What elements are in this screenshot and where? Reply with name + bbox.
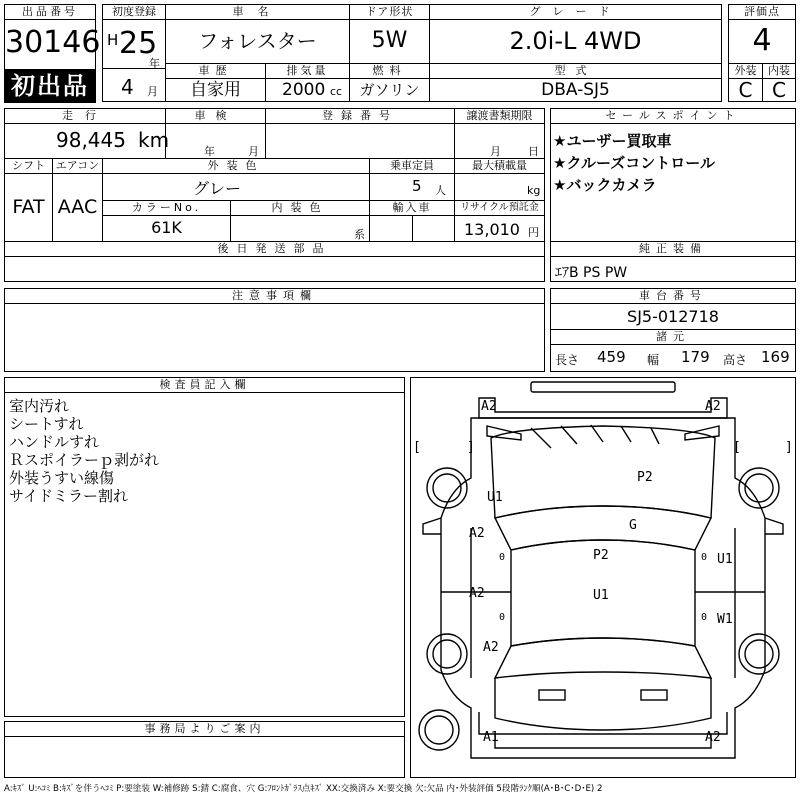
chassis-box bbox=[550, 288, 796, 372]
notes-label: 注意事項欄 bbox=[4, 288, 545, 304]
sales-point-1: ★ユーザー買取車 bbox=[553, 132, 672, 150]
exterior-label: 外装 bbox=[728, 63, 763, 79]
grade-box bbox=[429, 4, 722, 64]
interior-label: 内装 bbox=[762, 63, 796, 79]
mark-front-right: A2 bbox=[705, 399, 721, 414]
mark-left-front-door: A2 bbox=[469, 526, 485, 541]
model-box bbox=[429, 63, 722, 102]
car-history: 自家用 bbox=[190, 80, 241, 100]
mark-zero-lf: 0 bbox=[499, 552, 506, 563]
fuel: ガソリン bbox=[359, 81, 420, 99]
shift-label: シフト bbox=[4, 158, 53, 174]
mileage-label: 走行 bbox=[4, 108, 166, 124]
dimensions-label: 諸元 bbox=[550, 329, 796, 345]
mark-zero-rf: 0 bbox=[701, 552, 708, 563]
fuel-box bbox=[349, 63, 430, 102]
mark-roof-rear: U1 bbox=[593, 588, 609, 603]
shift: FAT bbox=[12, 196, 45, 218]
month-unit: 月 bbox=[147, 85, 158, 98]
recycle-deposit: 13,010 bbox=[464, 220, 520, 239]
aircon-label: エアコン bbox=[52, 158, 103, 174]
car-name-label: 車名 bbox=[165, 4, 350, 20]
year-unit: 年 bbox=[149, 57, 160, 70]
grade-label: グレード bbox=[429, 4, 722, 20]
length-label: 長さ bbox=[555, 353, 580, 367]
registration-number-label: 登録番号 bbox=[265, 108, 455, 124]
import-label: 輸入車 bbox=[369, 200, 455, 216]
displacement-unit: cc bbox=[330, 85, 343, 98]
mark-right-rear-door: W1 bbox=[717, 612, 733, 627]
recycle-unit: 円 bbox=[528, 226, 539, 239]
displacement-box bbox=[265, 63, 350, 102]
mark-rear-left: A1 bbox=[483, 730, 499, 745]
mark-left-rear-door: A2 bbox=[469, 586, 485, 601]
car-history-box bbox=[165, 63, 266, 102]
exterior-grade: C bbox=[738, 78, 753, 102]
mark-roof: P2 bbox=[593, 548, 609, 563]
fuel-label: 燃料 bbox=[349, 63, 430, 79]
height: 169 bbox=[761, 348, 790, 366]
mark-left-rear-quarter: A2 bbox=[483, 640, 499, 655]
era-letter: H bbox=[107, 31, 119, 49]
mark-windshield: G bbox=[629, 518, 637, 533]
chassis-number-label: 車台番号 bbox=[550, 288, 796, 304]
mark-rear-right: A2 bbox=[705, 730, 721, 745]
car-outline-icon bbox=[411, 378, 795, 777]
mark-bracket-right-open: [ bbox=[733, 440, 741, 455]
first-registration-month: 4 bbox=[121, 75, 134, 99]
sales-point-2: ★クルーズコントロール bbox=[553, 154, 715, 172]
door-label: ドア形状 bbox=[349, 4, 430, 20]
mark-zero-rr: 0 bbox=[701, 612, 708, 623]
capacity-unit: 人 bbox=[435, 184, 446, 197]
later-parts-box bbox=[4, 241, 545, 282]
transfer-day-unit: 日 bbox=[528, 145, 539, 158]
inspection-year-unit: 年 bbox=[204, 145, 215, 158]
displacement-label: 排気量 bbox=[265, 63, 350, 79]
car-name-box bbox=[165, 4, 350, 64]
exterior-color: グレー bbox=[192, 179, 241, 198]
lot-number-label: 出品番号 bbox=[4, 4, 96, 20]
lot-number: 30146 bbox=[5, 25, 101, 60]
office-notice-label: 事務局よりご案内 bbox=[4, 721, 405, 737]
inspector-note-2: シートすれ bbox=[9, 415, 84, 433]
interior-box bbox=[762, 63, 796, 102]
inspector-note-1: 室内汚れ bbox=[9, 397, 70, 415]
sales-points-label: セールスポイント bbox=[550, 108, 796, 124]
inspection-label: 車検 bbox=[165, 108, 266, 124]
length: 459 bbox=[597, 348, 626, 366]
genuine-equipment-label: 純正装備 bbox=[550, 241, 796, 257]
model-code: DBA-SJ5 bbox=[541, 80, 610, 100]
mark-bracket-left-open: [ bbox=[413, 440, 421, 455]
damage-legend: A:ｷｽﾞ U:ﾍｺﾐ B:ｷｽﾞを伴うﾍｺﾐ P:要塗装 W:補修跡 S:錆 C:腐食、穴 G:ﾌﾛﾝﾄｶﾞﾗｽ点ｷｽﾞ XX:交換済み X:要交換 欠:欠品 内･外装評価 5段階ﾗﾝｸ順(A･B･C･D･E) 2 bbox=[4, 784, 603, 794]
exterior-color-label: 外装色 bbox=[102, 158, 370, 174]
transfer-deadline-label: 譲渡書類期限 bbox=[454, 108, 545, 124]
car-history-label: 車歴 bbox=[165, 63, 266, 79]
inspector-note-6: サイドミラー割れ bbox=[9, 487, 128, 505]
exterior-box bbox=[728, 63, 763, 102]
inspector-notes-label: 検査員記入欄 bbox=[4, 377, 405, 393]
door-box bbox=[349, 4, 430, 64]
height-label: 高さ bbox=[723, 353, 748, 367]
first-listing-badge: 初出品 bbox=[4, 69, 96, 103]
color-number-label: カラーNo. bbox=[102, 200, 231, 216]
chassis-number: SJ5-012718 bbox=[627, 307, 719, 326]
score-box bbox=[728, 4, 796, 64]
inspector-note-4: Ｒスポイラーｐ剥がれ bbox=[9, 451, 160, 469]
mark-left-fender: U1 bbox=[487, 490, 503, 505]
genuine-equipment-box bbox=[550, 241, 796, 282]
capacity-label: 乗車定員 bbox=[369, 158, 455, 174]
inspector-note-5: 外装うすい線傷 bbox=[9, 469, 115, 487]
first-registration-box bbox=[102, 4, 166, 102]
sales-point-3: ★バックカメラ bbox=[553, 176, 657, 194]
recycle-deposit-label: リサイクル預託金 bbox=[454, 200, 545, 216]
interior-color-label: 内装色 bbox=[230, 200, 370, 216]
mileage: 98,445 bbox=[56, 128, 126, 152]
first-registration-year: 25 bbox=[119, 26, 158, 61]
mileage-unit: km bbox=[138, 128, 170, 152]
mark-bracket-left-close: ] bbox=[467, 440, 475, 455]
car-name: フォレスター bbox=[198, 29, 317, 53]
inspection-month-unit: 月 bbox=[248, 145, 259, 158]
mark-bonnet: P2 bbox=[637, 470, 653, 485]
width: 179 bbox=[681, 348, 710, 366]
capacity: 5 bbox=[412, 177, 422, 195]
office-notice-box bbox=[4, 721, 405, 778]
transfer-month-unit: 月 bbox=[490, 145, 501, 158]
sales-points-box bbox=[550, 108, 796, 242]
max-load-unit: kg bbox=[527, 184, 541, 197]
aircon: AAC bbox=[57, 196, 98, 218]
car-damage-diagram bbox=[410, 377, 796, 778]
genuine-equipment: ｴｱB PS PW bbox=[555, 265, 628, 281]
interior-color-unit: 系 bbox=[354, 228, 365, 241]
first-registration-label: 初度登録 bbox=[102, 4, 166, 20]
displacement: 2000 bbox=[282, 80, 326, 100]
inspector-note-3: ハンドルすれ bbox=[9, 433, 100, 451]
mark-zero-lr: 0 bbox=[499, 612, 506, 623]
door-type: 5W bbox=[371, 28, 408, 53]
inspector-notes-box bbox=[4, 377, 405, 717]
interior-grade: C bbox=[772, 78, 786, 102]
mark-front-left: A2 bbox=[481, 399, 497, 414]
width-label: 幅 bbox=[647, 353, 660, 367]
model-label: 型式 bbox=[429, 63, 722, 79]
score-label: 評価点 bbox=[728, 4, 796, 20]
notes-box bbox=[4, 288, 545, 372]
score: 4 bbox=[752, 23, 772, 58]
mark-right-front-door: U1 bbox=[717, 552, 733, 567]
mark-bracket-right-close: ] bbox=[785, 440, 793, 455]
lot-number-box bbox=[4, 4, 101, 102]
color-number: 61K bbox=[151, 218, 182, 237]
max-load-label: 最大積載量 bbox=[454, 158, 545, 174]
later-parts-label: 後日発送部品 bbox=[4, 241, 545, 257]
grade: 2.0i-L 4WD bbox=[509, 27, 642, 55]
